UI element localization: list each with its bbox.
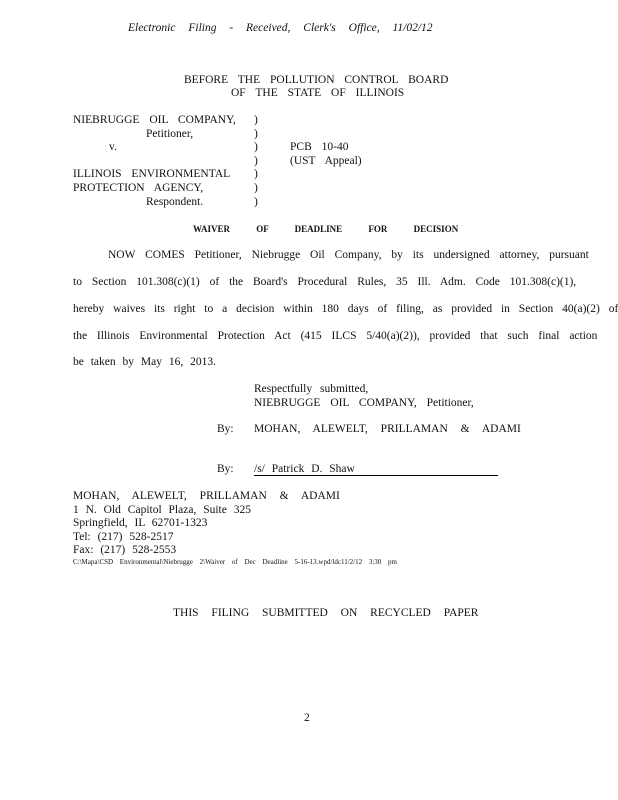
body-line: to Section 101.308(c)(1) of the Board's Procedural Rules, 35 Ill. Adm. Code 101.308(c)(1), — [73, 276, 577, 288]
case-number: PCB 10-40 — [290, 141, 349, 153]
case-type: (UST Appeal) — [290, 155, 362, 167]
caption-paren: ) — [254, 182, 258, 194]
by-label: By: — [217, 463, 234, 475]
caption-paren: ) — [254, 141, 258, 153]
respondent-name-line2: PROTECTION AGENCY, — [73, 182, 204, 194]
firm-name: MOHAN, ALEWELT, PRILLAMAN & ADAMI — [73, 490, 340, 502]
body-line: the Illinois Environmental Protection Act (415 ILCS 5/40(a)(2)), provided that such final action — [73, 330, 598, 342]
respondent-role: Respondent. — [146, 196, 204, 208]
filing-stamp: Electronic Filing - Received, Clerk's Office, 11/02/12 — [128, 22, 433, 34]
electronic-signature: /s/ Patrick D. Shaw — [254, 463, 355, 475]
caption-paren: ) — [254, 128, 258, 140]
petitioner-role: Petitioner, — [146, 128, 194, 140]
signing-firm: MOHAN, ALEWELT, PRILLAMAN & ADAMI — [254, 423, 521, 435]
firm-telephone: Tel: (217) 528-2517 — [73, 531, 174, 543]
body-line: be taken by May 16, 2013. — [73, 356, 216, 368]
firm-fax: Fax: (217) 528-2553 — [73, 544, 177, 556]
firm-address-line1: 1 N. Old Capitol Plaza, Suite 325 — [73, 504, 251, 516]
caption-paren: ) — [254, 155, 258, 167]
versus-label: v. — [109, 141, 117, 153]
caption-paren: ) — [254, 196, 258, 208]
recycled-paper-notice: THIS FILING SUBMITTED ON RECYCLED PAPER — [173, 607, 479, 619]
closing: Respectfully submitted, — [254, 383, 369, 395]
caption-paren: ) — [254, 168, 258, 180]
page-number: 2 — [304, 712, 310, 724]
document-title: WAIVER OF DEADLINE FOR DECISION — [193, 224, 459, 234]
firm-address-line2: Springfield, IL 62701-1323 — [73, 517, 208, 529]
petitioner-name: NIEBRUGGE OIL COMPANY, — [73, 114, 236, 126]
file-path: C:\Mapa\CSD Environmental\Niebrugge 2\Waiver of Dec Deadline 5-16-13.wpd/ldc11/2/12 3:30 pm — [73, 558, 397, 566]
respondent-name-line1: ILLINOIS ENVIRONMENTAL — [73, 168, 231, 180]
signing-party: NIEBRUGGE OIL COMPANY, Petitioner, — [254, 397, 474, 409]
court-heading-line2: OF THE STATE OF ILLINOIS — [231, 87, 405, 99]
body-line: hereby waives its right to a decision within 180 days of filing, as provided in Section 40(a)(2) of — [73, 303, 618, 315]
caption-paren: ) — [254, 114, 258, 126]
by-label: By: — [217, 423, 234, 435]
body-line: NOW COMES Petitioner, Niebrugge Oil Company, by its undersigned attorney, pursuant — [108, 249, 589, 261]
court-heading-line1: BEFORE THE POLLUTION CONTROL BOARD — [184, 74, 449, 86]
signature-line — [254, 475, 498, 476]
